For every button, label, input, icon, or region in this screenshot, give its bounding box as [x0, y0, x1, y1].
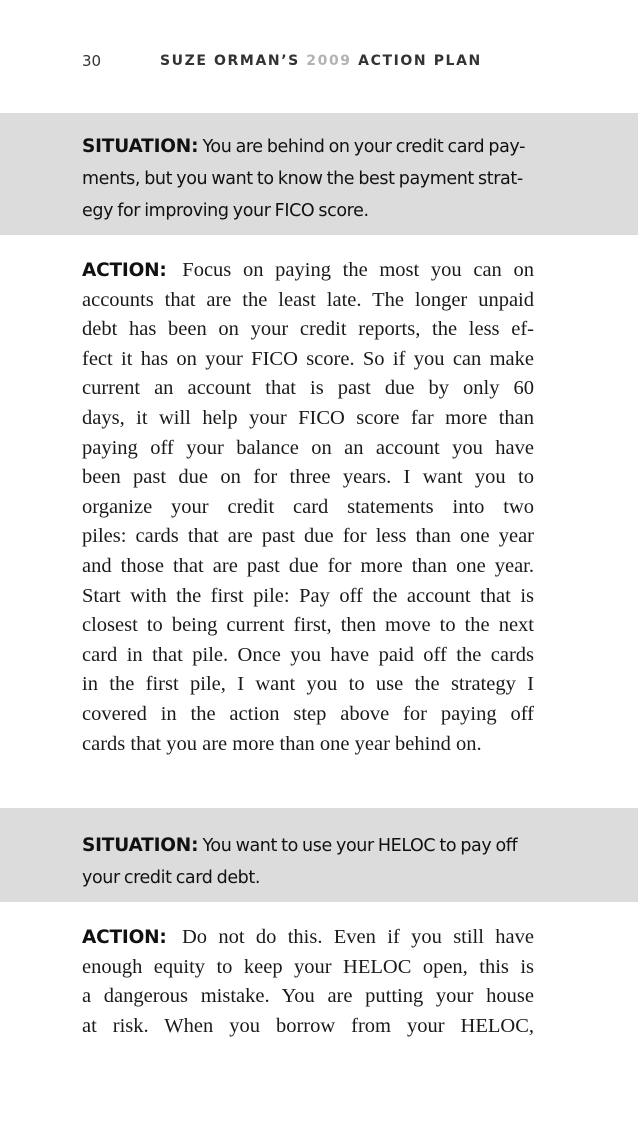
- situation-box-1: [0, 113, 638, 235]
- action-label: ACTION:: [82, 927, 167, 948]
- page-number: 30: [82, 52, 102, 70]
- situation-line: your credit card debt.: [82, 868, 261, 888]
- action-line: card in that pile. Once you have paid off the cards: [82, 643, 534, 666]
- situation-label: SITUATION:: [82, 136, 199, 157]
- action-line: paying off your balance on an account you have: [82, 436, 534, 459]
- action-line: [82, 256, 534, 286]
- situation-line-text: You are behind on your credit card pay-: [198, 137, 525, 157]
- situation-line-text: You want to use your HELOC to pay off: [198, 836, 518, 856]
- situation-text-1: [82, 131, 552, 227]
- situation-line: egy for improving your FICO score.: [82, 201, 369, 221]
- situation-line: [82, 830, 552, 862]
- action-line: and those that are past due for more than one year.: [82, 554, 534, 577]
- action-paragraph-1: [82, 256, 534, 759]
- running-head-title: [160, 53, 482, 69]
- running-head-prefix: SUZE ORMAN’S: [160, 53, 307, 69]
- action-paragraph-2: [82, 923, 534, 1041]
- action-line: accounts that are the least late. The longer unpaid: [82, 288, 534, 311]
- situation-text-2: [82, 830, 552, 894]
- situation-box-2: [0, 808, 638, 902]
- action-line: cards that you are more than one year behind on.: [82, 732, 482, 755]
- action-line-text: Focus on paying the most you can on: [170, 259, 534, 281]
- action-line: in the first pile, I want you to use the strategy I: [82, 673, 534, 696]
- action-line: been past due on for three years. I want you to: [82, 466, 534, 489]
- situation-line: [82, 131, 552, 163]
- action-line: fect it has on your FICO score. So if you can make: [82, 347, 534, 370]
- action-line: piles: cards that are past due for less than one year: [82, 525, 534, 548]
- action-line: organize your credit card statements into two: [82, 495, 534, 518]
- running-head-suffix: ACTION PLAN: [351, 53, 482, 69]
- action-line: current an account that is past due by only 60: [82, 377, 534, 400]
- action-line: at risk. When you borrow from your HELOC,: [82, 1014, 534, 1037]
- action-line: closest to being current first, then move to the next: [82, 614, 534, 637]
- action-line: [82, 923, 534, 953]
- running-head-year: 2009: [306, 53, 352, 69]
- action-line: covered in the action step above for paying off: [82, 702, 534, 725]
- situation-label: SITUATION:: [82, 835, 199, 856]
- action-line: days, it will help your FICO score far more than: [82, 406, 534, 429]
- action-line: Start with the first pile: Pay off the account that is: [82, 584, 534, 607]
- action-label: ACTION:: [82, 260, 167, 281]
- action-line: enough equity to keep your HELOC open, this is: [82, 955, 534, 978]
- situation-line: ments, but you want to know the best payment strat-: [82, 169, 523, 189]
- action-line: a dangerous mistake. You are putting your house: [82, 985, 534, 1008]
- action-line-text: Do not do this. Even if you still have: [170, 926, 534, 948]
- action-line: debt has been on your credit reports, the less ef-: [82, 318, 534, 341]
- running-header: [0, 52, 638, 76]
